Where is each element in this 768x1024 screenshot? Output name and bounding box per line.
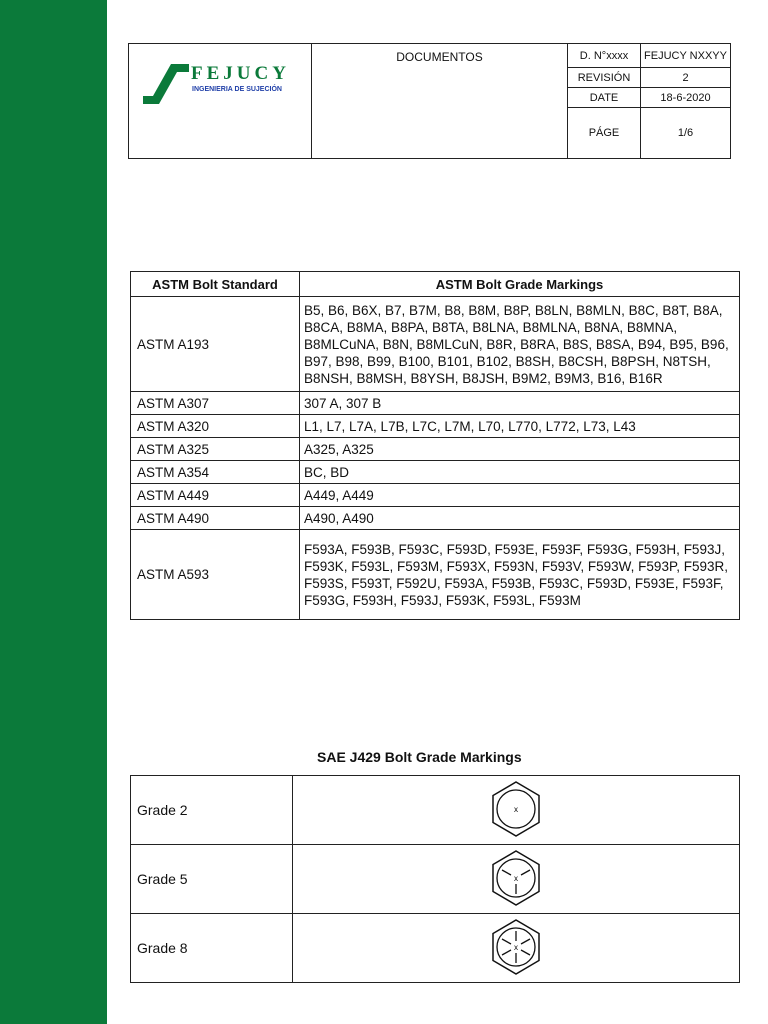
svg-text:x: x	[514, 873, 518, 883]
column-header-standard: ASTM Bolt Standard	[131, 272, 300, 297]
markings-cell: L1, L7, L7A, L7B, L7C, L7M, L70, L770, L772, L73, L43	[300, 415, 740, 438]
astm-grade-table	[130, 271, 740, 620]
table-row	[131, 845, 740, 914]
markings-cell: A490, A490	[300, 507, 740, 530]
revision-label: REVISIÓN	[568, 68, 641, 88]
doc-number-value: FEJUCY NXXYY	[641, 44, 730, 68]
company-name: FEJUCY	[191, 63, 290, 84]
markings-cell: B5, B6, B6X, B7, B7M, B8, B8M, B8P, B8LN, B8MLN, B8C, B8T, B8A, B8CA, B8MA, B8PA, B8TA, B8LNA, B8MLNA, B8NA, B8MNA, B8MLCuNA, B8N, B8MLCuN, B8R, B8RA, B8S, B8SA, B94, B95, B96, B97, B98, B99, B100, B101, B102, B8SH, B8CSH, B8PSH, N8TSH, B8NSH, B8MSH, B8YSH, B8JSH, B9M2, B9M3, B16, B16R	[300, 297, 740, 392]
table-header-row	[131, 272, 740, 297]
side-accent-bar	[0, 0, 107, 1024]
company-logo	[129, 44, 312, 158]
standard-cell: ASTM A307	[131, 392, 300, 415]
markings-cell: BC, BD	[300, 461, 740, 484]
revision-value: 2	[641, 68, 730, 88]
markings-cell: A325, A325	[300, 438, 740, 461]
grade-label: Grade 8	[131, 914, 293, 983]
table-row	[131, 507, 740, 530]
markings-cell: A449, A449	[300, 484, 740, 507]
standard-cell: ASTM A449	[131, 484, 300, 507]
company-tagline: INGENIERIA DE SUJECIÓN	[192, 86, 282, 93]
table-row	[131, 415, 740, 438]
column-header-markings: ASTM Bolt Grade Markings	[300, 272, 740, 297]
standard-cell: ASTM A354	[131, 461, 300, 484]
grade-label: Grade 5	[131, 845, 293, 914]
standard-cell: ASTM A320	[131, 415, 300, 438]
standard-cell: ASTM A593	[131, 530, 300, 620]
standard-cell: ASTM A325	[131, 438, 300, 461]
document-header	[128, 43, 731, 159]
markings-cell: F593A, F593B, F593C, F593D, F593E, F593F, F593G, F593H, F593J, F593K, F593L, F593M, F593X, F593N, F593V, F593W, F593P, F593R, F593S, F593T, F592U, F593A, F593B, F593C, F593D, F593E, F593F, F593G, F593H, F593J, F593K, F593L, F593M	[300, 530, 740, 620]
sae-section-title: SAE J429 Bolt Grade Markings	[317, 749, 522, 765]
hex-head-3-lines-icon	[490, 849, 542, 907]
table-row	[131, 914, 740, 983]
documents-title: DOCUMENTOS	[312, 44, 568, 158]
table-row	[131, 484, 740, 507]
date-label: DATE	[568, 88, 641, 108]
date-value: 18-6-2020	[641, 88, 730, 108]
hex-head-6-lines-icon	[490, 918, 542, 976]
page-label: PÁGE	[568, 108, 641, 158]
fejucy-logo-icon	[141, 64, 189, 104]
table-row	[131, 392, 740, 415]
table-row	[131, 438, 740, 461]
grade-label: Grade 2	[131, 776, 293, 845]
markings-cell: 307 A, 307 B	[300, 392, 740, 415]
page-value: 1/6	[677, 127, 694, 139]
svg-text:x: x	[514, 942, 518, 952]
table-row	[131, 530, 740, 620]
standard-cell: ASTM A193	[131, 297, 300, 392]
sae-grade-table	[130, 775, 740, 983]
doc-number-label: D. N°xxxx	[568, 44, 641, 68]
standard-cell: ASTM A490	[131, 507, 300, 530]
table-row	[131, 776, 740, 845]
table-row	[131, 297, 740, 392]
hex-head-no-lines-icon	[490, 780, 542, 838]
svg-text:x: x	[514, 804, 518, 814]
table-row	[131, 461, 740, 484]
